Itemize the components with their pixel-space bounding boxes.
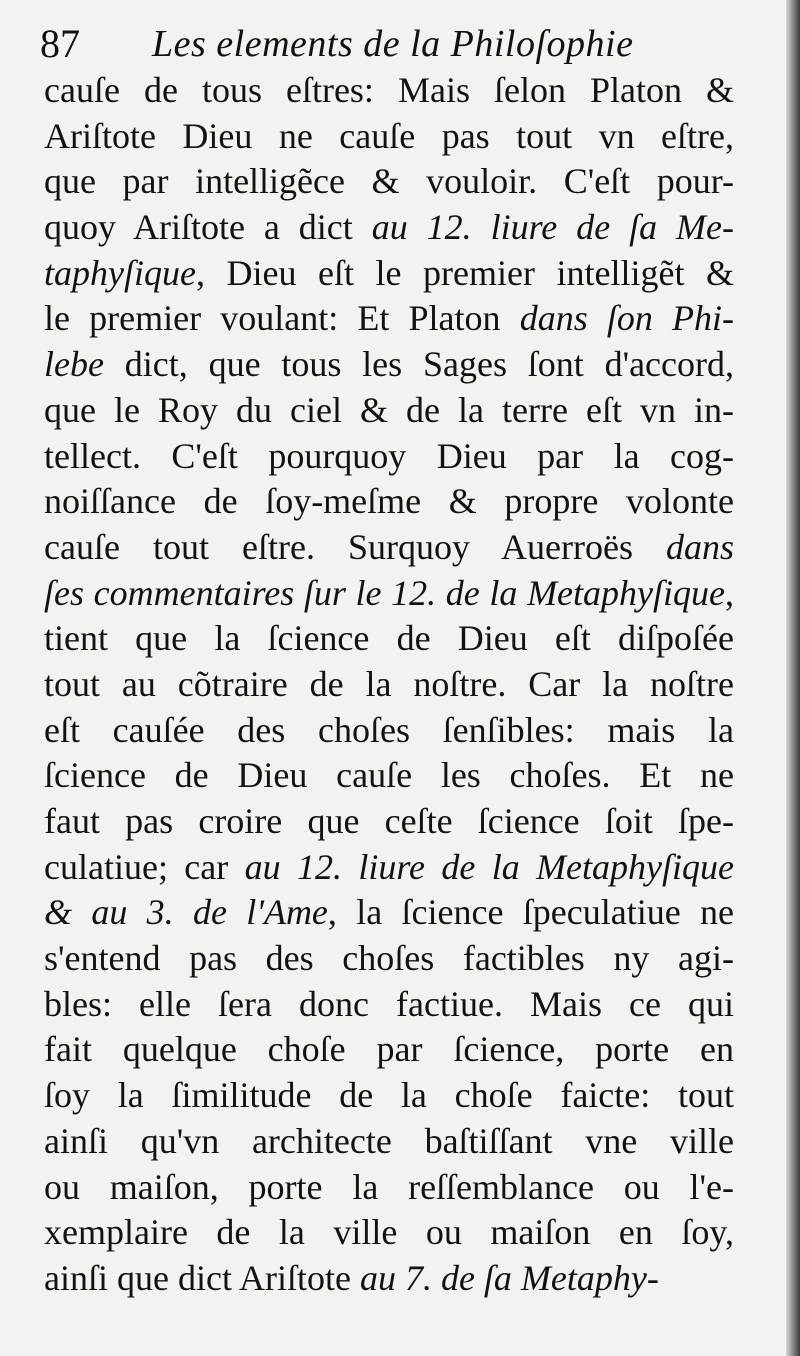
text-segment: le premier voulant: Et Platon — [44, 298, 520, 339]
text-line — [44, 1165, 734, 1211]
text-segment: ainſi que dict Ariſtote — [44, 1257, 360, 1298]
text-segment: , Dieu eſt le premier intelligẽt & — [195, 252, 734, 293]
text-line — [44, 525, 734, 571]
text-segment: fait quelque choſe par ſcience, porte en — [44, 1029, 734, 1070]
text-line — [44, 708, 734, 754]
italic-citation: au 7. de ſa Metaphy- — [359, 1257, 659, 1298]
italic-citation: ſes commentaires ſur le 12. de la Metaphyſique — [44, 572, 725, 613]
text-segment: que le Roy du ciel & de la terre eſt vn in- — [44, 389, 734, 430]
text-segment: tellect. C'eſt pourquoy Dieu par la cog- — [44, 435, 734, 476]
text-line — [44, 662, 734, 708]
text-line — [44, 571, 734, 617]
text-segment: noiſſance de ſoy-meſme & propre volonte — [44, 481, 734, 522]
text-line — [44, 616, 734, 662]
text-segment: dict, que tous les Sages ſont d'accord, — [103, 344, 734, 385]
text-line — [44, 1027, 734, 1073]
text-line — [44, 1256, 734, 1302]
text-segment: bles: elle ſera donc factiue. Mais ce qui — [44, 983, 734, 1024]
text-line — [44, 479, 734, 525]
text-segment: , — [725, 572, 734, 613]
text-segment: ſcience de Dieu cauſe les choſes. Et ne — [44, 755, 734, 796]
text-line — [44, 753, 734, 799]
text-segment: que par intelligẽce & vouloir. C'eſt pour- — [44, 161, 734, 202]
text-line — [44, 205, 734, 251]
text-line — [44, 388, 734, 434]
text-segment: quoy Ariſtote a dict — [44, 207, 372, 248]
page-edge-shadow — [786, 0, 800, 1356]
text-segment: s'entend pas des choſes factibles ny agi- — [44, 938, 734, 979]
text-segment: ou maiſon, porte la reſſemblance ou l'e- — [44, 1166, 734, 1207]
text-segment: tout au cõtraire de la noſtre. Car la noſtre — [44, 663, 734, 704]
text-segment: faut pas croire que ceſte ſcience ſoit ſpe- — [44, 801, 734, 841]
page-header — [40, 14, 760, 74]
text-line — [44, 1210, 734, 1256]
text-segment: , la ſcience ſpeculatiue ne — [327, 892, 734, 933]
text-line — [44, 1073, 734, 1119]
text-line — [44, 982, 734, 1028]
text-segment: xemplaire de la ville ou maiſon en ſoy, — [44, 1212, 734, 1253]
italic-citation: dans — [665, 526, 734, 567]
text-segment: cauſe de tous eſtres: Mais ſelon Platon & — [44, 70, 734, 110]
body-text — [44, 68, 734, 1302]
text-line — [44, 936, 734, 982]
italic-citation: taphyſique — [44, 252, 196, 293]
text-line — [44, 114, 734, 160]
text-segment: cauſe tout eſtre. Surquoy Auerroës — [44, 526, 666, 567]
text-segment: eſt cauſée des choſes ſenſibles: mais la — [44, 709, 734, 750]
text-segment: tient que la ſcience de Dieu eſt diſpoſée — [44, 618, 734, 659]
text-segment: ſoy la ſimilitude de la choſe faicte: tout — [44, 1075, 734, 1116]
text-line — [44, 434, 734, 480]
italic-citation: & au 3. de l'Ame — [44, 892, 328, 933]
text-segment: Ariſtote Dieu ne cauſe pas tout vn eſtre, — [44, 115, 734, 156]
text-line — [44, 890, 734, 936]
text-line — [44, 1119, 734, 1165]
text-line — [44, 296, 734, 342]
italic-citation: au 12. liure de la Metaphyſique — [244, 846, 734, 887]
text-line — [44, 845, 734, 891]
text-line — [44, 68, 734, 114]
text-line — [44, 799, 734, 845]
text-line — [44, 251, 734, 297]
running-head: Les elements de la Philoſophie — [152, 23, 634, 65]
italic-citation: au 12. liure de ſa Me- — [371, 207, 734, 248]
text-segment: culatiue; car — [44, 846, 245, 887]
page-number: 87 — [40, 21, 80, 66]
text-line — [44, 159, 734, 205]
italic-citation: lebe — [44, 344, 104, 385]
text-segment: ainſi qu'vn architecte baſtiſſant vne ville — [44, 1120, 734, 1161]
text-line — [44, 342, 734, 388]
italic-citation: dans ſon Phi- — [519, 298, 734, 339]
